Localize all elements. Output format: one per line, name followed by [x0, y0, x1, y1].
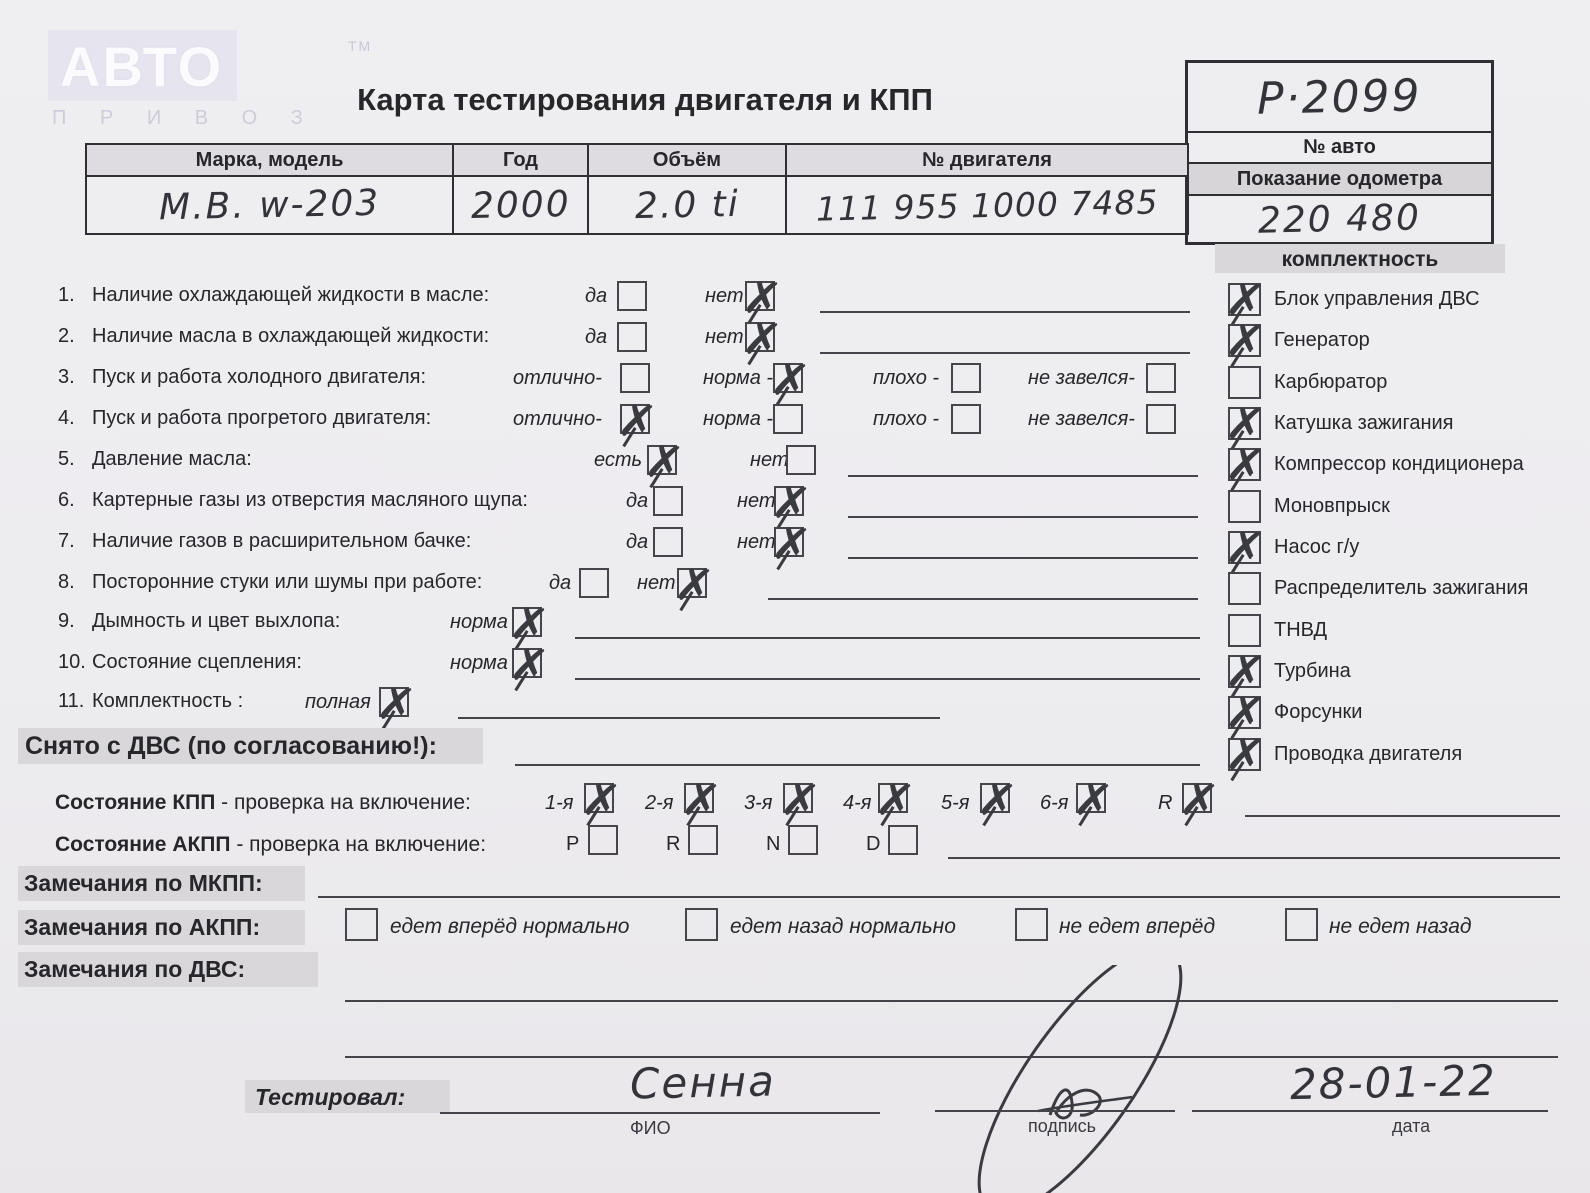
option-checkbox-otlichno[interactable] — [620, 363, 650, 393]
volume-header: Объём — [587, 145, 785, 177]
date-line — [1192, 1110, 1548, 1112]
item-number: 11. — [58, 690, 85, 712]
option-checkbox-net[interactable] — [774, 527, 804, 557]
equipment-label: Проводка двигателя — [1274, 743, 1463, 765]
equipment-label: ТНВД — [1274, 619, 1328, 641]
item-number: 3. — [58, 366, 75, 388]
option-label-net: нет — [637, 572, 676, 594]
option-label-da: да — [549, 572, 572, 594]
akpp-option-label: не едет вперёд — [1059, 915, 1216, 938]
item-label: Наличие газов в расширительном бачке: — [92, 530, 472, 552]
item-number: 6. — [58, 489, 75, 511]
akpp-option-label: едет назад нормально — [730, 915, 956, 938]
brand-value: М.В. w-203 — [158, 182, 381, 228]
equipment-checkbox[interactable] — [1228, 572, 1261, 605]
akpp-option-checkbox[interactable] — [1015, 908, 1048, 941]
answer-line — [1245, 815, 1560, 817]
option-checkbox-da[interactable] — [653, 527, 683, 557]
gear-checkbox-6[interactable] — [1076, 783, 1106, 813]
equipment-label: Насос г/у — [1274, 536, 1360, 558]
akpp-option-label: едет вперёд нормально — [390, 915, 630, 938]
signature-line — [935, 1110, 1175, 1112]
gear-label: 3-я — [744, 792, 773, 814]
item-number: 10. — [58, 651, 86, 673]
option-checkbox-norma[interactable] — [773, 404, 803, 434]
year-header: Год — [452, 145, 587, 177]
option-checkbox-est[interactable] — [647, 445, 677, 475]
option-label-otlichno: отлично- — [513, 408, 602, 430]
answer-line — [948, 857, 1560, 859]
item-label: Пуск и работа холодного двигателя: — [92, 366, 427, 388]
equipment-label: Турбина — [1274, 660, 1351, 682]
equipment-checkbox[interactable] — [1228, 324, 1261, 357]
option-label-ploho: плохо - — [873, 408, 940, 430]
option-checkbox-ploho[interactable] — [951, 404, 981, 434]
manual-gearbox-label: Состояние КПП - проверка на включение: — [55, 791, 471, 814]
volume-value: 2.0 ti — [634, 183, 740, 227]
tested-by-label: Тестировал: — [255, 1084, 406, 1110]
option-checkbox-norma[interactable] — [512, 648, 542, 678]
option-checkbox-otlichno[interactable] — [620, 404, 650, 434]
answer-line — [848, 475, 1198, 477]
signature-caption: подпись — [1028, 1116, 1097, 1136]
item-label: Давление масла: — [92, 448, 252, 470]
equipment-label: Карбюратор — [1274, 371, 1388, 393]
option-checkbox-da[interactable] — [579, 568, 609, 598]
option-checkbox-norma[interactable] — [512, 607, 542, 637]
position-checkbox-d[interactable] — [888, 825, 918, 855]
option-label-da: да — [626, 531, 649, 553]
option-checkbox-net[interactable] — [786, 445, 816, 475]
item-label: Наличие масла в охлаждающей жидкости: — [92, 325, 490, 347]
item-number: 4. — [58, 407, 75, 429]
option-label-da: да — [585, 285, 608, 307]
answer-line — [820, 311, 1190, 313]
answer-line — [575, 637, 1200, 639]
equipment-checkbox[interactable] — [1228, 283, 1261, 316]
equipment-checkbox[interactable] — [1228, 448, 1261, 481]
option-label-otlichno: отлично- — [513, 367, 602, 389]
year-value: 2000 — [470, 183, 571, 227]
car-number-box — [1185, 60, 1494, 245]
gear-checkbox-4[interactable] — [878, 783, 908, 813]
engine-no-header: № двигателя — [785, 145, 1187, 177]
engine-no-value: 111 955 1000 7485 — [815, 181, 1159, 229]
answer-line — [575, 678, 1200, 680]
logo-title: АВТО — [60, 35, 224, 98]
item-number: 5. — [58, 448, 75, 470]
equipment-checkbox[interactable] — [1228, 696, 1261, 729]
item-label: Дымность и цвет выхлопа: — [92, 610, 341, 632]
auto-gearbox-label: Состояние АКПП - проверка на включение: — [55, 833, 487, 856]
vehicle-table — [85, 143, 1189, 235]
option-label-ne-zavelsya: не завелся- — [1028, 367, 1135, 389]
answer-line — [458, 717, 940, 719]
fio-line — [440, 1112, 880, 1114]
option-label-da: да — [626, 490, 649, 512]
position-checkbox-p[interactable] — [588, 825, 618, 855]
option-label-norma: норма — [450, 652, 508, 674]
equipment-checkbox[interactable] — [1228, 655, 1261, 688]
option-label-net: нет — [737, 531, 776, 553]
item-label: Картерные газы из отверстия масляного щупа: — [92, 489, 528, 511]
equipment-checkbox[interactable] — [1228, 490, 1261, 523]
option-label-polnaya: полная — [305, 691, 371, 713]
equipment-label: Катушка зажигания — [1274, 412, 1454, 434]
equipment-title: комплектность — [1281, 248, 1439, 271]
option-label-net: нет — [737, 490, 776, 512]
option-checkbox-net[interactable] — [745, 281, 775, 311]
answer-line — [768, 598, 1198, 600]
gear-label: 5-я — [941, 792, 970, 814]
item-label: Пуск и работа прогретого двигателя: — [92, 407, 432, 429]
option-label-ploho: плохо - — [873, 367, 940, 389]
gear-label: 1-я — [545, 792, 574, 814]
item-number: 9. — [58, 610, 75, 632]
item-label: Комплектность : — [92, 690, 244, 712]
item-label: Посторонние стуки или шумы при работе: — [92, 571, 483, 593]
option-checkbox-polnaya[interactable] — [379, 687, 409, 717]
answer-line — [848, 516, 1198, 518]
option-checkbox-da[interactable] — [617, 322, 647, 352]
gear-checkbox-5[interactable] — [980, 783, 1010, 813]
akpp-option-checkbox[interactable] — [685, 908, 718, 941]
akpp-option-checkbox[interactable] — [1285, 908, 1318, 941]
option-label-net: нет — [705, 285, 744, 307]
option-checkbox-norma[interactable] — [773, 363, 803, 393]
odometer-label: Показание одометра — [1188, 162, 1491, 194]
option-label-est: есть — [594, 449, 643, 471]
option-label-net: нет — [705, 326, 744, 348]
gear-checkbox-3[interactable] — [783, 783, 813, 813]
brand-header: Марка, модель — [87, 145, 452, 177]
gear-checkbox-2[interactable] — [684, 783, 714, 813]
position-label-d: D — [866, 833, 881, 855]
option-checkbox-net[interactable] — [677, 568, 707, 598]
equipment-checkbox[interactable] — [1228, 614, 1261, 647]
option-label-ne-zavelsya: не завелся- — [1028, 408, 1135, 430]
equipment-label: Генератор — [1274, 329, 1370, 351]
option-checkbox-da[interactable] — [653, 486, 683, 516]
option-label-da: да — [585, 326, 608, 348]
date-handwriting: 28-01-22 — [1289, 1055, 1498, 1110]
equipment-label: Форсунки — [1274, 701, 1363, 723]
position-checkbox-r[interactable] — [688, 825, 718, 855]
answer-line — [848, 557, 1198, 559]
option-checkbox-da[interactable] — [617, 281, 647, 311]
gear-label: R — [1158, 792, 1173, 814]
item-number: 2. — [58, 325, 75, 347]
dvs-remarks-label: Замечания по ДВС: — [24, 956, 246, 982]
date-caption: дата — [1392, 1116, 1431, 1136]
answer-line — [820, 352, 1190, 354]
equipment-checkbox[interactable] — [1228, 366, 1261, 399]
akpp-remarks-label: Замечания по АКПП: — [24, 914, 261, 940]
equipment-label: Распределитель зажигания — [1274, 577, 1529, 599]
akpp-option-label: не едет назад — [1329, 915, 1472, 938]
item-number: 7. — [58, 530, 75, 552]
equipment-checkbox[interactable] — [1228, 407, 1261, 440]
car-number-label: № авто — [1188, 131, 1491, 162]
option-label-net: нет — [750, 449, 789, 471]
answer-line — [515, 764, 1200, 766]
equipment-label: Блок управления ДВС — [1274, 288, 1480, 310]
answer-line — [318, 896, 1560, 898]
equipment-label: Моновпрыск — [1274, 495, 1390, 517]
removed-heading: Снято с ДВС (по согласованию!): — [25, 732, 437, 760]
tester-name-handwriting: Сенна — [629, 1056, 777, 1109]
gear-label: 2-я — [645, 792, 674, 814]
odometer-value: 220 480 — [1257, 196, 1422, 242]
option-checkbox-ne-zavelsya[interactable] — [1146, 363, 1176, 393]
akpp-option-checkbox[interactable] — [345, 908, 378, 941]
option-label-norma: норма - — [703, 367, 774, 389]
option-checkbox-net[interactable] — [774, 486, 804, 516]
option-checkbox-ploho[interactable] — [951, 363, 981, 393]
position-label-r: R — [666, 833, 681, 855]
gear-label: 4-я — [843, 792, 872, 814]
equipment-checkbox[interactable] — [1228, 531, 1261, 564]
option-checkbox-ne-zavelsya[interactable] — [1146, 404, 1176, 434]
gear-checkbox-1[interactable] — [584, 783, 614, 813]
item-label: Состояние сцепления: — [92, 651, 302, 673]
position-checkbox-n[interactable] — [788, 825, 818, 855]
option-label-norma: норма - — [703, 408, 774, 430]
equipment-checkbox[interactable] — [1228, 738, 1261, 771]
gear-checkbox-r[interactable] — [1182, 783, 1212, 813]
logo-subtitle: П Р И В О З — [52, 107, 317, 129]
position-label-p: P — [566, 833, 580, 855]
position-label-n: N — [766, 833, 781, 855]
logo-tm: TM — [348, 38, 373, 54]
mkpp-remarks-label: Замечания по МКПП: — [24, 870, 263, 896]
gear-label: 6-я — [1040, 792, 1069, 814]
item-number: 8. — [58, 571, 75, 593]
option-label-norma: норма — [450, 611, 508, 633]
page-title: Карта тестирования двигателя и КПП — [357, 82, 933, 117]
equipment-label: Компрессор кондиционера — [1274, 453, 1524, 475]
fio-caption: ФИО — [630, 1118, 671, 1138]
car-number-value: P·2099 — [1256, 69, 1423, 125]
item-label: Наличие охлаждающей жидкости в масле: — [92, 284, 490, 306]
item-number: 1. — [58, 284, 75, 306]
signature — [920, 965, 1250, 1193]
option-checkbox-net[interactable] — [745, 322, 775, 352]
